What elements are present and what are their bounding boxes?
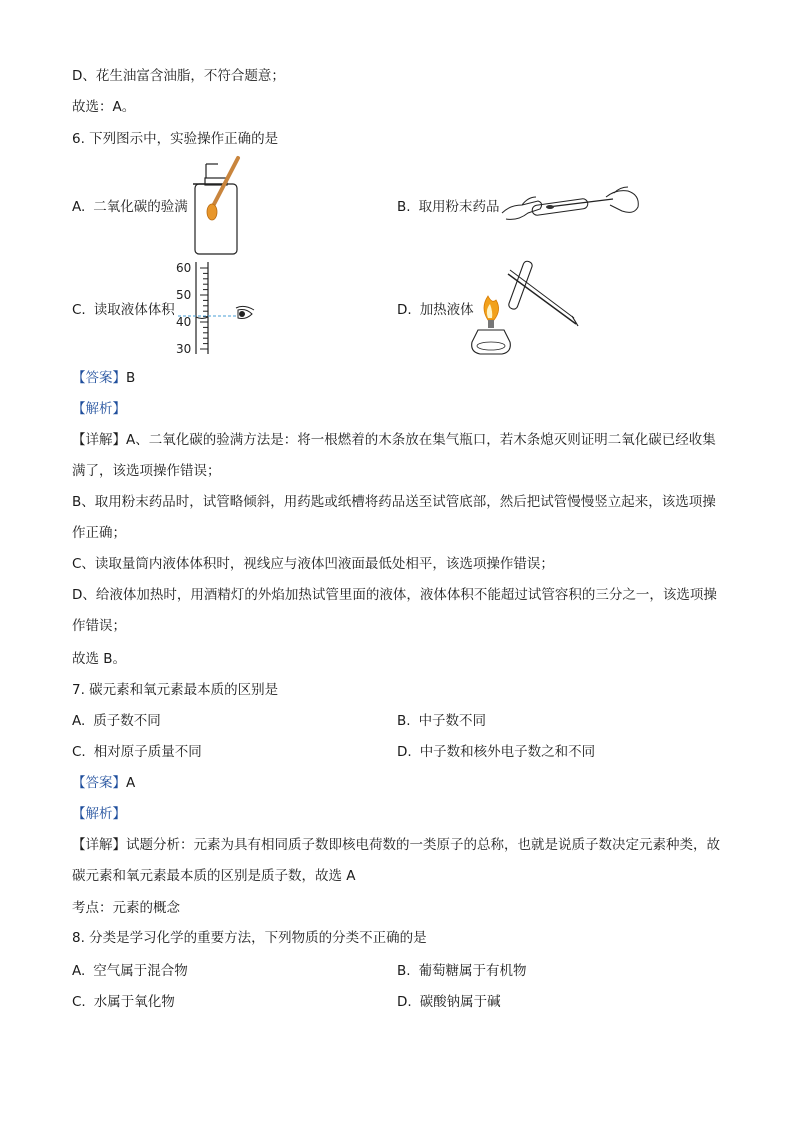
q8-option-b-letter: B.: [397, 963, 411, 979]
q6-option-c-text: 读取液体体积: [93, 302, 175, 318]
tick-label-40: 40: [176, 315, 192, 329]
q6-option-a: [72, 197, 188, 217]
tick-label-60: 60: [176, 261, 192, 275]
q7-answer-tag: 【答案】: [72, 775, 126, 791]
q8-option-a-text: 空气属于混合物: [93, 963, 188, 979]
q6-option-a-text: 二氧化碳的验满: [93, 199, 188, 215]
q7-option-b: [397, 711, 486, 731]
q6-detail-b: B、取用粉末药品时，试管略倾斜，用药匙或纸槽将药品送至试管底部，然后把试管慢慢竖立起来，该选项操作正确；: [72, 494, 716, 541]
q6-analysis-tag: [72, 399, 126, 419]
q8-option-c-text: 水属于氧化物: [93, 994, 175, 1010]
q6-analysis-label: 【解析】: [72, 401, 126, 417]
q7-option-a-letter: A.: [72, 713, 86, 729]
q7-option-c: [72, 742, 202, 762]
q6-answer-value: B: [126, 370, 136, 386]
powder-tube-figure: [498, 183, 643, 228]
q8-option-d: [397, 992, 501, 1012]
q8-option-a: [72, 961, 188, 981]
heating-figure: [468, 258, 578, 358]
q7-detail: [72, 830, 724, 892]
q7-analysis-tag: [72, 804, 126, 824]
q7-option-a: [72, 711, 161, 731]
q6-detail-d: D、给液体加热时，用酒精灯的外焰加热试管里面的液体，液体体积不能超过试管容积的三分之一，该选项操作错误；: [72, 587, 717, 634]
q8-stem: 8. 分类是学习化学的重要方法，下列物质的分类不正确的是: [72, 930, 427, 946]
q6-option-b: [397, 197, 500, 217]
q6-detail-a: [72, 425, 724, 487]
prev-option-d-note: D、花生油富含油脂，不符合题意；: [72, 68, 285, 84]
q6-answer-tag: 【答案】: [72, 370, 126, 386]
q6-detail-a-text: A、二氧化碳的验满方法是：将一根燃着的木条放在集气瓶口，若木条熄灭则证明二氧化碳已经收集满了，该选项操作错误；: [72, 432, 716, 479]
q8-option-d-text: 碳酸钠属于碱: [419, 994, 501, 1010]
q6-option-d: [397, 300, 474, 320]
q8-option-d-letter: D.: [397, 994, 412, 1010]
q7-point: 考点：元素的概念: [72, 900, 180, 916]
q7-stem: 7. 碳元素和氧元素最本质的区别是: [72, 682, 279, 698]
q8-option-a-letter: A.: [72, 963, 86, 979]
q8-option-c-letter: C.: [72, 994, 86, 1010]
q7-option-c-letter: C.: [72, 744, 86, 760]
q7-option-d-text: 中子数和核外电子数之和不同: [419, 744, 596, 760]
q6-detail-c: C、读取量筒内液体体积时，视线应与液体凹液面最低处相平，该选项操作错误；: [72, 556, 554, 572]
co2-bottle-figure: [190, 156, 250, 256]
q6-answer: [72, 368, 135, 388]
q6-option-d-letter: D.: [397, 302, 412, 318]
q6-option-d-text: 加热液体: [419, 302, 474, 318]
q6-option-b-letter: B.: [397, 199, 411, 215]
q7-answer: [72, 773, 135, 793]
q8-option-b-text: 葡萄糖属于有机物: [418, 963, 527, 979]
q6-choose: 故选 B。: [72, 651, 127, 667]
q7-option-a-text: 质子数不同: [93, 713, 161, 729]
tick-label-50: 50: [176, 288, 192, 302]
q6-option-c: [72, 300, 175, 320]
q6-option-b-text: 取用粉末药品: [418, 199, 500, 215]
q7-option-d-letter: D.: [397, 744, 412, 760]
cylinder-figure: [174, 260, 264, 356]
q7-answer-value: A: [126, 775, 136, 791]
q7-option-d: [397, 742, 595, 762]
q7-option-b-letter: B.: [397, 713, 411, 729]
q7-analysis-label: 【解析】: [72, 806, 126, 822]
q8-option-b: [397, 961, 527, 981]
prev-choose: 故选：A。: [72, 99, 136, 115]
q6-option-c-letter: C.: [72, 302, 86, 318]
q6-option-a-letter: A.: [72, 199, 86, 215]
q7-detail-tag: 【详解】: [72, 837, 126, 853]
tick-label-30: 30: [176, 342, 192, 356]
q6-stem: 6. 下列图示中，实验操作正确的是: [72, 131, 279, 147]
q8-option-c: [72, 992, 175, 1012]
q7-option-c-text: 相对原子质量不同: [93, 744, 202, 760]
q7-detail-text: 试题分析：元素为具有相同质子数即核电荷数的一类原子的总称，也就是说质子数决定元素种类，故碳元素和氧元素最本质的区别是质子数，故选 A: [72, 837, 720, 884]
q7-option-b-text: 中子数不同: [418, 713, 487, 729]
q6-detail-tag: 【详解】: [72, 432, 126, 448]
